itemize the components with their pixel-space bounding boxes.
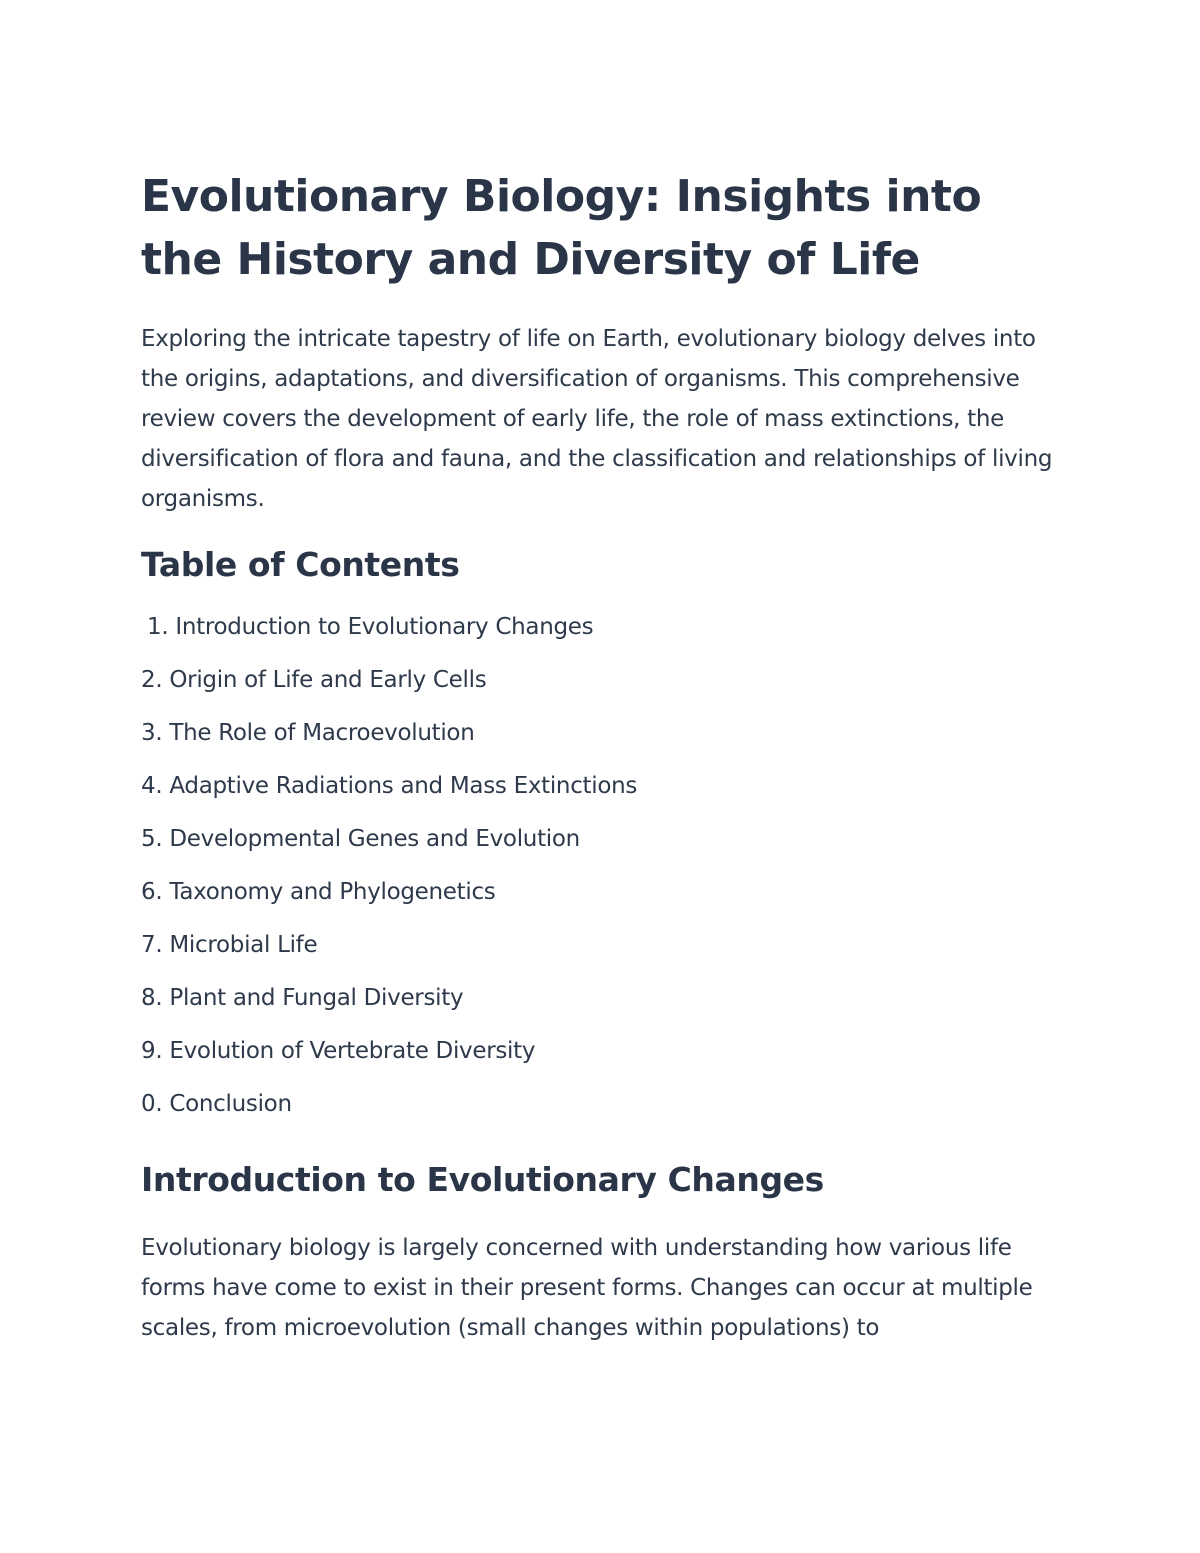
intro-paragraph: Exploring the intricate tapestry of life on Earth, evolutionary biology delves into the origins, adaptations, and diversification of organisms. This comprehensive review covers the development of early life, the role of mass extinctions, the diversification of flora and fauna, and the classification and relationships of living organisms.	[141, 326, 1053, 512]
toc-item[interactable]	[141, 614, 1061, 667]
toc-item[interactable]	[141, 879, 1061, 932]
toc-item-number: 9.	[141, 1038, 163, 1064]
toc-heading: Table of Contents	[141, 545, 460, 584]
document-title: Evolutionary Biology: Insights into the History and Diversity of Life	[141, 171, 982, 285]
toc-item-label: Plant and Fungal Diversity	[169, 985, 464, 1011]
toc-item-number: 6.	[141, 879, 163, 905]
toc-item[interactable]	[141, 985, 1061, 1038]
toc-item[interactable]	[141, 720, 1061, 773]
toc-item-label: Introduction to Evolutionary Changes	[175, 614, 594, 640]
toc-item-number: 7.	[141, 932, 163, 958]
section-heading: Introduction to Evolutionary Changes	[141, 1160, 824, 1199]
toc-item-number: 2.	[141, 667, 163, 693]
toc-item-label: Conclusion	[169, 1091, 292, 1117]
toc-item-number: 5.	[141, 826, 163, 852]
toc-item-number: 0.	[141, 1091, 163, 1117]
toc-item[interactable]	[141, 1038, 1061, 1091]
document-page	[141, 165, 1061, 1348]
toc-item-number: 8.	[141, 985, 163, 1011]
toc-item[interactable]	[141, 773, 1061, 826]
toc-item-label: The Role of Macroevolution	[169, 720, 475, 746]
table-of-contents	[141, 614, 1061, 1144]
toc-item-label: Adaptive Radiations and Mass Extinctions	[169, 773, 638, 799]
toc-item-label: Microbial Life	[169, 932, 318, 958]
section-paragraph: Evolutionary biology is largely concerned with understanding how various life forms have come to exist in their present forms. Changes can occur at multiple scales, from microevolution (small changes within populations) to	[141, 1235, 1033, 1341]
toc-item-number: 4.	[141, 773, 163, 799]
toc-item-label: Evolution of Vertebrate Diversity	[169, 1038, 536, 1064]
toc-item-number: 1.	[147, 614, 169, 640]
toc-item-label: Developmental Genes and Evolution	[169, 826, 580, 852]
toc-item[interactable]	[141, 1091, 1061, 1144]
toc-item[interactable]	[141, 667, 1061, 720]
toc-item[interactable]	[141, 932, 1061, 985]
toc-item-label: Origin of Life and Early Cells	[169, 667, 487, 693]
toc-item[interactable]	[141, 826, 1061, 879]
toc-item-label: Taxonomy and Phylogenetics	[169, 879, 496, 905]
toc-item-number: 3.	[141, 720, 163, 746]
